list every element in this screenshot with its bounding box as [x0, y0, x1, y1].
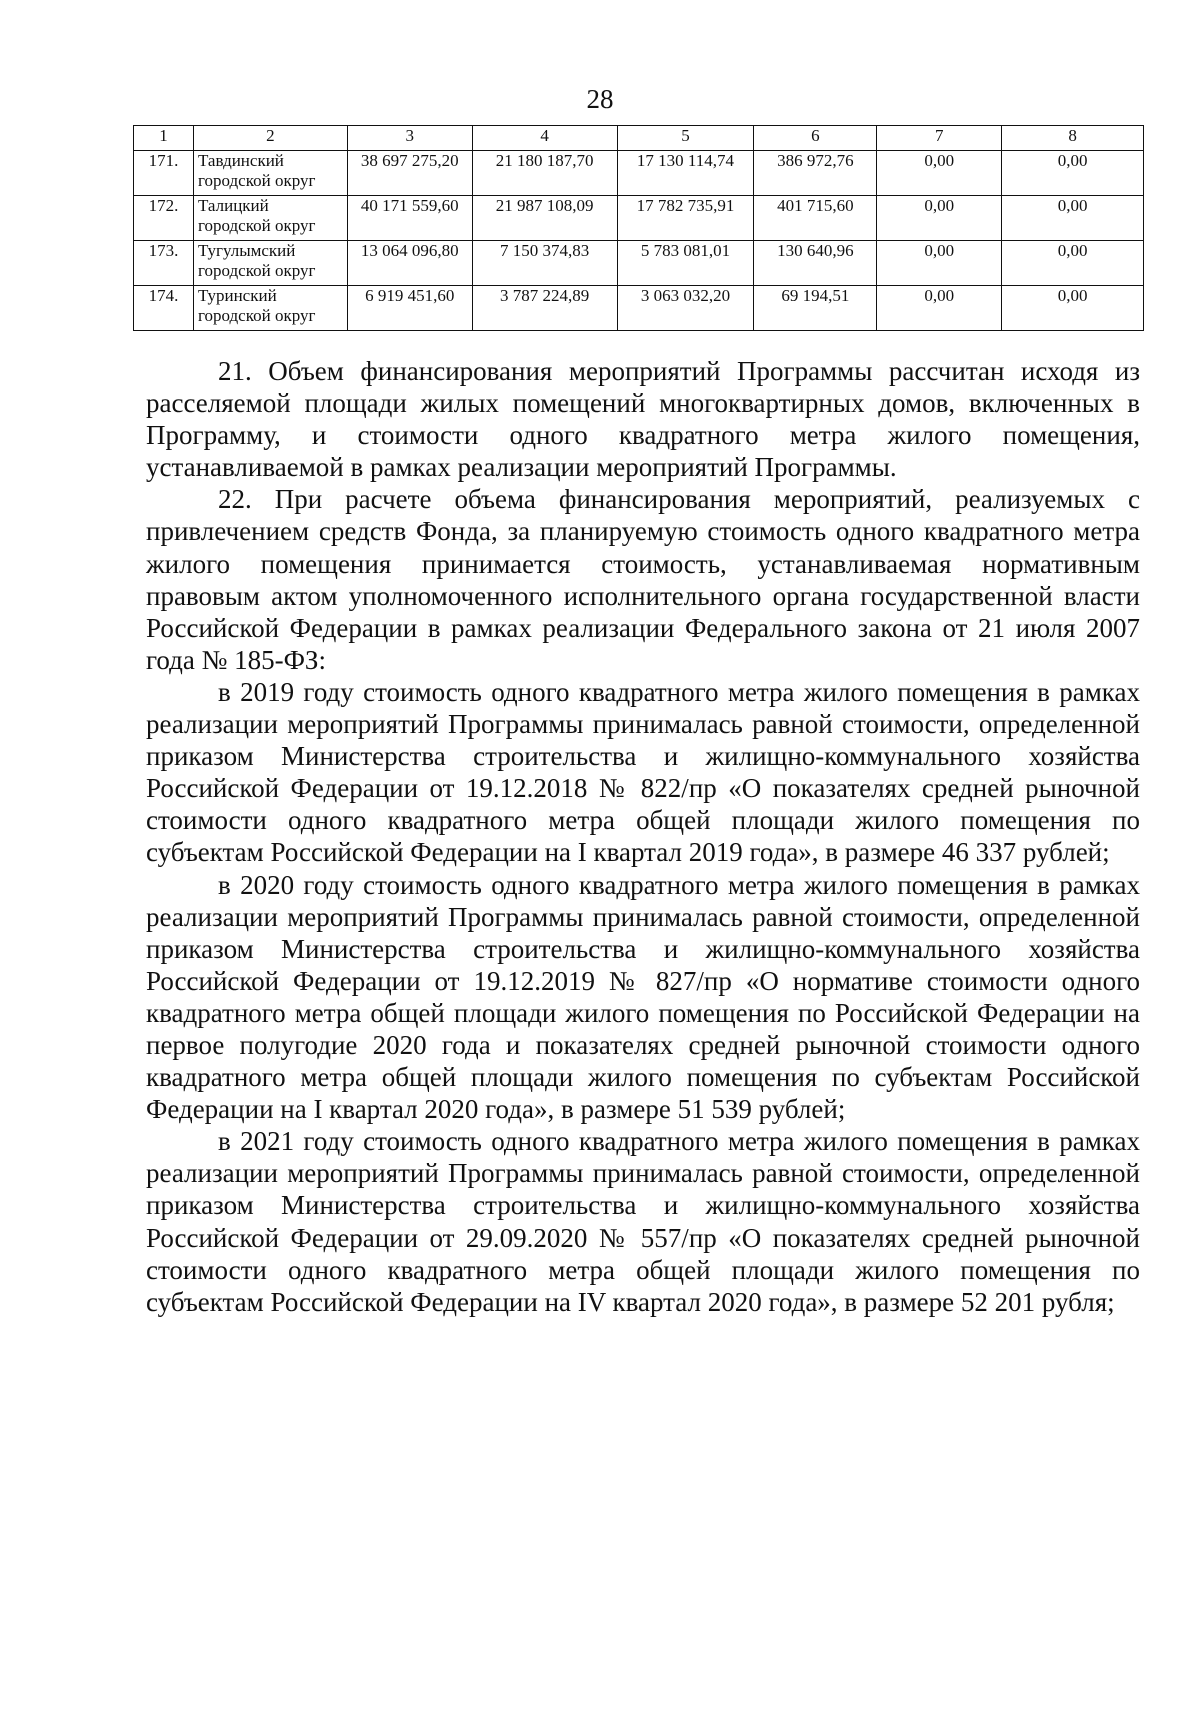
table-cell: 21 987 108,09	[472, 196, 617, 241]
table-cell: 0,00	[877, 241, 1002, 286]
column-number: 4	[472, 126, 617, 151]
table-cell: 6 919 451,60	[347, 286, 472, 331]
financing-table	[133, 125, 1144, 331]
column-number: 3	[347, 126, 472, 151]
table-cell: 0,00	[877, 196, 1002, 241]
column-number: 8	[1002, 126, 1144, 151]
paragraph-22: 22. При расчете объема финансирования мероприятий, реализуемых с привлечением средств Фонда, за планируемую стоимость одного квадратного метра жилого помещения принимается стоимость, устанавливаемая нормативным правовым актом уполномоченного исполнительного органа государственной власти Российской Федерации в рамках реализации Федерального закона от 21 июля 2007 года № 185-ФЗ:	[146, 484, 1140, 675]
table-cell: 0,00	[1002, 196, 1144, 241]
column-number: 5	[617, 126, 754, 151]
paragraph-2020: в 2020 году стоимость одного квадратного метра жилого помещения в рамках реализации мероприятий Программы принималась равной стоимости, определенной приказом Министерства строительства и жилищно-коммунального хозяйства Российской Федерации от 19.12.2019 № 827/пр «О нормативе стоимости одного квадратного метра общей площади жилого помещения по Российской Федерации на первое полугодие 2020 года и показателях средней рыночной стоимости одного квадратного метра общей площади жилого помещения по субъектам Российской Федерации на I квартал 2020 года», в размере 51 539 рублей;	[146, 869, 1140, 1125]
row-number: 171.	[134, 151, 194, 196]
table-cell: 0,00	[1002, 241, 1144, 286]
row-number: 173.	[134, 241, 194, 286]
column-number: 7	[877, 126, 1002, 151]
table-row	[134, 286, 1144, 331]
table-cell: 7 150 374,83	[472, 241, 617, 286]
municipality-name: Туринский городской округ	[193, 286, 347, 331]
table-cell: 5 783 081,01	[617, 241, 754, 286]
table-cell: 0,00	[1002, 151, 1144, 196]
table-cell: 17 782 735,91	[617, 196, 754, 241]
column-number: 1	[134, 126, 194, 151]
paragraph-21: 21. Объем финансирования мероприятий Программы рассчитан исходя из расселяемой площади жилых помещений многоквартирных домов, включенных в Программу, и стоимости одного квадратного метра жилого помещения, устанавливаемой в рамках реализации мероприятий Программы.	[146, 356, 1140, 483]
column-number: 2	[193, 126, 347, 151]
row-number: 174.	[134, 286, 194, 331]
paragraph-2021: в 2021 году стоимость одного квадратного метра жилого помещения в рамках реализации мероприятий Программы принималась равной стоимости, определенной приказом Министерства строительства и жилищно-коммунального хозяйства Российской Федерации от 29.09.2020 № 557/пр «О показателях средней рыночной стоимости одного квадратного метра общей площади жилого помещения по субъектам Российской Федерации на IV квартал 2020 года», в размере 52 201 рубля;	[146, 1126, 1140, 1317]
table-cell: 40 171 559,60	[347, 196, 472, 241]
table-row	[134, 196, 1144, 241]
table-cell: 0,00	[1002, 286, 1144, 331]
table-cell: 3 787 224,89	[472, 286, 617, 331]
table-cell: 69 194,51	[754, 286, 877, 331]
column-number: 6	[754, 126, 877, 151]
table-cell: 21 180 187,70	[472, 151, 617, 196]
row-number: 172.	[134, 196, 194, 241]
table-cell: 401 715,60	[754, 196, 877, 241]
paragraph-2019: в 2019 году стоимость одного квадратного метра жилого помещения в рамках реализации мероприятий Программы принималась равной стоимости, определенной приказом Министерства строительства и жилищно-коммунального хозяйства Российской Федерации от 19.12.2018 № 822/пр «О показателях средней рыночной стоимости одного квадратного метра общей площади жилого помещения по субъектам Российской Федерации на I квартал 2019 года», в размере 46 337 рублей;	[146, 676, 1140, 868]
table-cell: 386 972,76	[754, 151, 877, 196]
table-cell: 17 130 114,74	[617, 151, 754, 196]
municipality-name: Талицкий городской округ	[193, 196, 347, 241]
table-cell: 0,00	[877, 151, 1002, 196]
table-header-row	[134, 126, 1144, 151]
table-row	[134, 241, 1144, 286]
municipality-name: Тугулымский городской округ	[193, 241, 347, 286]
municipality-name: Тавдинский городской округ	[193, 151, 347, 196]
table-row	[134, 151, 1144, 196]
table-cell: 3 063 032,20	[617, 286, 754, 331]
table-cell: 130 640,96	[754, 241, 877, 286]
table-cell: 0,00	[877, 286, 1002, 331]
table-cell: 13 064 096,80	[347, 241, 472, 286]
document-body	[146, 355, 1140, 1318]
page-number: 28	[586, 84, 614, 114]
table-cell: 38 697 275,20	[347, 151, 472, 196]
